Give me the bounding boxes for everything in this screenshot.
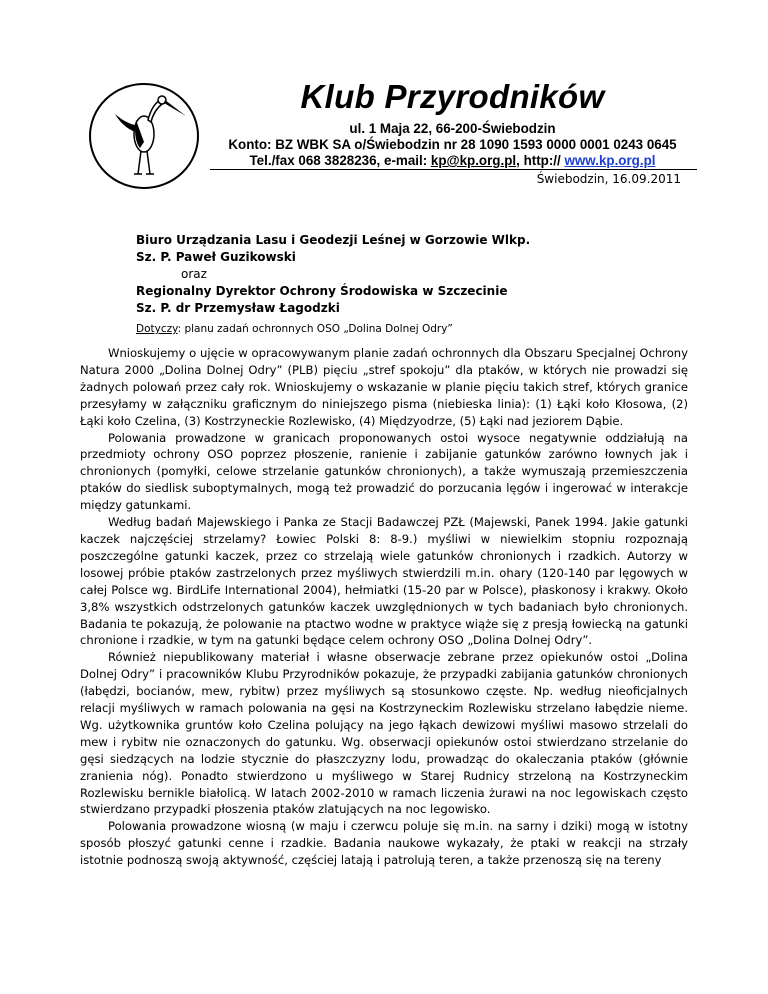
website-link[interactable]: www.kp.org.pl — [564, 153, 656, 168]
http-prefix: , http:// — [516, 153, 565, 168]
stork-logo-icon — [88, 82, 200, 190]
recipients-block — [136, 232, 530, 317]
recipient-line-2: Sz. P. Paweł Guzikowski — [136, 250, 296, 264]
email-link[interactable]: kp@kp.org.pl — [430, 153, 517, 168]
bank-account: Konto: BZ WBK SA o/Świebodzin nr 28 1090 1593 0000 0001 0243 0645 — [228, 137, 677, 152]
subject-label: Dotyczy — [136, 323, 178, 335]
body-paragraph-5: Polowania prowadzone wiosną (w maju i czerwcu poluje się m.in. na sarny i dziki) mogą w istotny sposób płoszyć gatunki cenne i rzadkie. Badania naukowe wykazały, że ptaki w reakcji na strzały istotnie podnoszą swoją aktywność, częściej latają i patrolują teren, a także przenoszą się na tereny — [80, 819, 688, 868]
recipient-conjunction: oraz — [181, 267, 207, 281]
contact-prefix: Tel./fax 068 3828236, e-mail: — [249, 153, 431, 168]
subject-line — [136, 323, 453, 335]
organization-address: ul. 1 Maja 22, 66-200-Świebodzin — [349, 121, 556, 136]
letter-date: Świebodzin, 16.09.2011 — [536, 172, 681, 186]
header-divider — [210, 169, 697, 170]
organization-title: Klub Przyrodników — [300, 78, 605, 115]
recipient-line-4: Regionalny Dyrektor Ochrony Środowiska w Szczecinie — [136, 284, 508, 298]
contact-line — [200, 153, 705, 169]
letter-body — [80, 345, 688, 869]
subject-text: : planu zadań ochronnych OSO „Dolina Dolnej Odry” — [177, 323, 453, 335]
body-paragraph-3: Według badań Majewskiego i Panka ze Stacji Badawczej PZŁ (Majewski, Panek 1994. Jakie gatunki kaczek najczęściej strzelamy? Łowiec Polski 8: 8-9.) myśliwi w niewielkim stopniu rozpoznają poszczególne gatunki kaczek, przez co strzelają wiele gatunków chronionych i rzadkich. Autorzy w losowej próbie ptaków zastrzelonych przez myśliwych stwierdzili m.in. ohary (120-140 par lęgowych w całej Polsce wg. BirdLife International 2004), hełmiatki (15-20 par w Polsce), płaskonosy i krakwy. Około 3,8% wszystkich odstrzelonych gatunków kaczek uwzględnionych w tych badaniach było chronionych. Badania te pokazują, że polowanie na ptactwo wodne w praktyce wiąże się z presją łowiecką na gatunki chronione i rzadkie, w tym na gatunki będące celem ochrony OSO „Dolina Dolnej Odry”. — [80, 515, 688, 648]
body-paragraph-1: Wnioskujemy o ujęcie w opracowywanym planie zadań ochronnych dla Obszaru Specjalnej Ochrony Natura 2000 „Dolina Dolnej Odry” (PLB) pięciu „stref spokoju” dla ptaków, w których nie prowadzi się żadnych polowań przez cały rok. Wnioskujemy o wskazanie w planie pięciu takich stref, których granice przesyłamy w załączniku graficznym do niniejszego pisma (niebieska linia): (1) Łąki koło Kłosowa, (2) Łąki koło Czelina, (3) Kostrzyneckie Rozlewisko, (4) Międzyodrze, (5) Łąki nad jeziorem Dąbie. — [80, 346, 688, 428]
recipient-line-1: Biuro Urządzania Lasu i Geodezji Leśnej w Gorzowie Wlkp. — [136, 233, 531, 247]
recipient-line-5: Sz. P. dr Przemysław Łagodzki — [136, 301, 340, 315]
body-paragraph-2: Polowania prowadzone w granicach proponowanych ostoi wysoce negatywnie oddziałują na przedmioty ochrony OSO poprzez płoszenie, ranienie i zabijanie gatunków zarówno łownych jak i chronionych (pomyłki, celowe strzelanie gatunków chronionych), a także wymuszają przemieszczenia ptaków do siedlisk suboptymalnych, mogą też prowadzić do porzucania lęgów i ingerować w interakcje między gatunkami. — [80, 430, 688, 513]
body-paragraph-4: Również niepublikowany materiał i własne obserwacje zebrane przez opiekunów ostoi „Dolina Dolnej Odry” i pracowników Klubu Przyrodników pokazuje, że przypadki zabijania gatunków chronionych (łabędzi, bocianów, mew, rybitw) przez myśliwych są stosunkowo częste. Np. według nieoficjalnych relacji myśliwych w ramach polowania na gęsi na Kostrzyneckim Rozlewisku strzelano łabędzie nieme. Wg. użytkownika gruntów koło Czelina polujący na jego łąkach dewizowi myśliwi masowo strzelali do mew i rybitw nie oznaczonych do gatunku. Wg. obserwacji opiekunów ostoi stwierdzano strzelanie do gęsi siedzących na lodzie stycznie do płaszczyzny lodu, prowadząc do okaleczania ptaków (głównie zranienia nóg). Ponadto stwierdzono u myśliwego w Starej Rudnicy strzeloną na Kostrzyneckim Rozlewisku bernikle białolicą. W latach 2002-2010 w ramach liczenia żurawi na noc legowiskach często stwierdzano przypadki płoszenia ptaków zlatujących na noc legowisko. — [80, 650, 688, 817]
